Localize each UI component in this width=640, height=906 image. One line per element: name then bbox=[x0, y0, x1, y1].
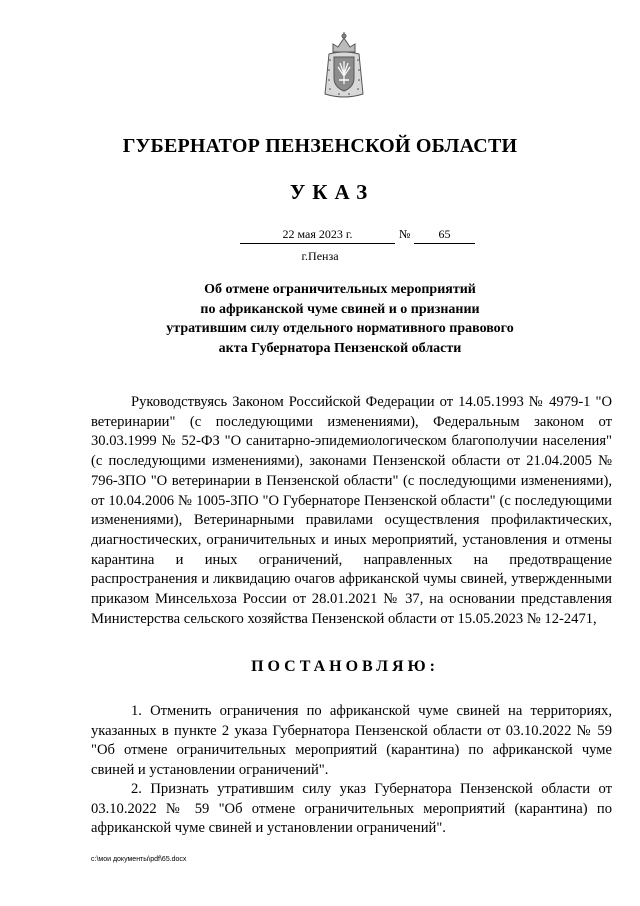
document-number: 65 bbox=[414, 227, 475, 244]
resolution-item-1: 1. Отменить ограничения по африканской чуме свиней на территориях, указанных в пункте 2 указа Губернатора Пензенской области от 03.10.2022 № 59 "Об отмене ограничительных мероприятий (карантина) по африканской чуме свиней и установлении ограничений". bbox=[91, 703, 612, 779]
resolve-heading: ПОСТАНОВЛЯЮ: bbox=[251, 658, 439, 675]
resolution-item-2: 2. Признать утратившим силу указ Губернатора Пензенской области от 03.10.2022 № 59 "Об отмене ограничительных мероприятий (карантина) по африканской чуме свиней и установлении ограничений". bbox=[91, 781, 612, 837]
document-date: 22 мая 2023 г. bbox=[240, 227, 395, 244]
number-sign: № bbox=[399, 227, 411, 241]
coat-of-arms-icon bbox=[321, 30, 367, 100]
governor-heading: ГУБЕРНАТОР ПЕНЗЕНСКОЙ ОБЛАСТИ bbox=[122, 135, 518, 157]
date-number-line bbox=[0, 227, 640, 245]
title-line: по африканской чуме свиней и о признании bbox=[200, 301, 480, 317]
document-type-heading: УКАЗ bbox=[289, 180, 375, 204]
title-line: утратившим силу отдельного нормативного правового bbox=[166, 321, 514, 336]
document-title bbox=[120, 280, 560, 358]
title-line: Об отмене ограничительных мероприятий bbox=[204, 282, 476, 297]
city: г.Пенза bbox=[301, 249, 339, 263]
file-path-footer: c:\мои документы\pdf\65.docx bbox=[91, 856, 187, 863]
preamble-paragraph: Руководствуясь Законом Российской Федерации от 14.05.1993 № 4979-1 "О ветеринарии" (с последующими изменениями), Федеральным законом от 30.03.1999 № 52-ФЗ "О санитарно-эпидемиологическом благополучии населения" (с последующими изменениями), законами Пензенской области от 21.04.2005 № 796-ЗПО "О ветеринарии в Пензенской области" (с последующими изменениями), от 10.04.2006 № 1005-ЗПО "О Губернаторе Пензенской области" (с последующими изменениями), Ветеринарными правилами осуществления профилактических, диагностических, ограничительных и иных мероприятий, установления и отмены карантина и иных ограничений, направленных на предотвращение распространения и ликвидацию очагов африканской чумы свиней, утвержденными приказом Минсельхоза России от 28.01.2021 № 37, на основании представления Министерства сельского хозяйства Пензенской области от 15.05.2023 № 12-2471, bbox=[91, 394, 612, 627]
title-line: акта Губернатора Пензенской области bbox=[218, 340, 462, 356]
